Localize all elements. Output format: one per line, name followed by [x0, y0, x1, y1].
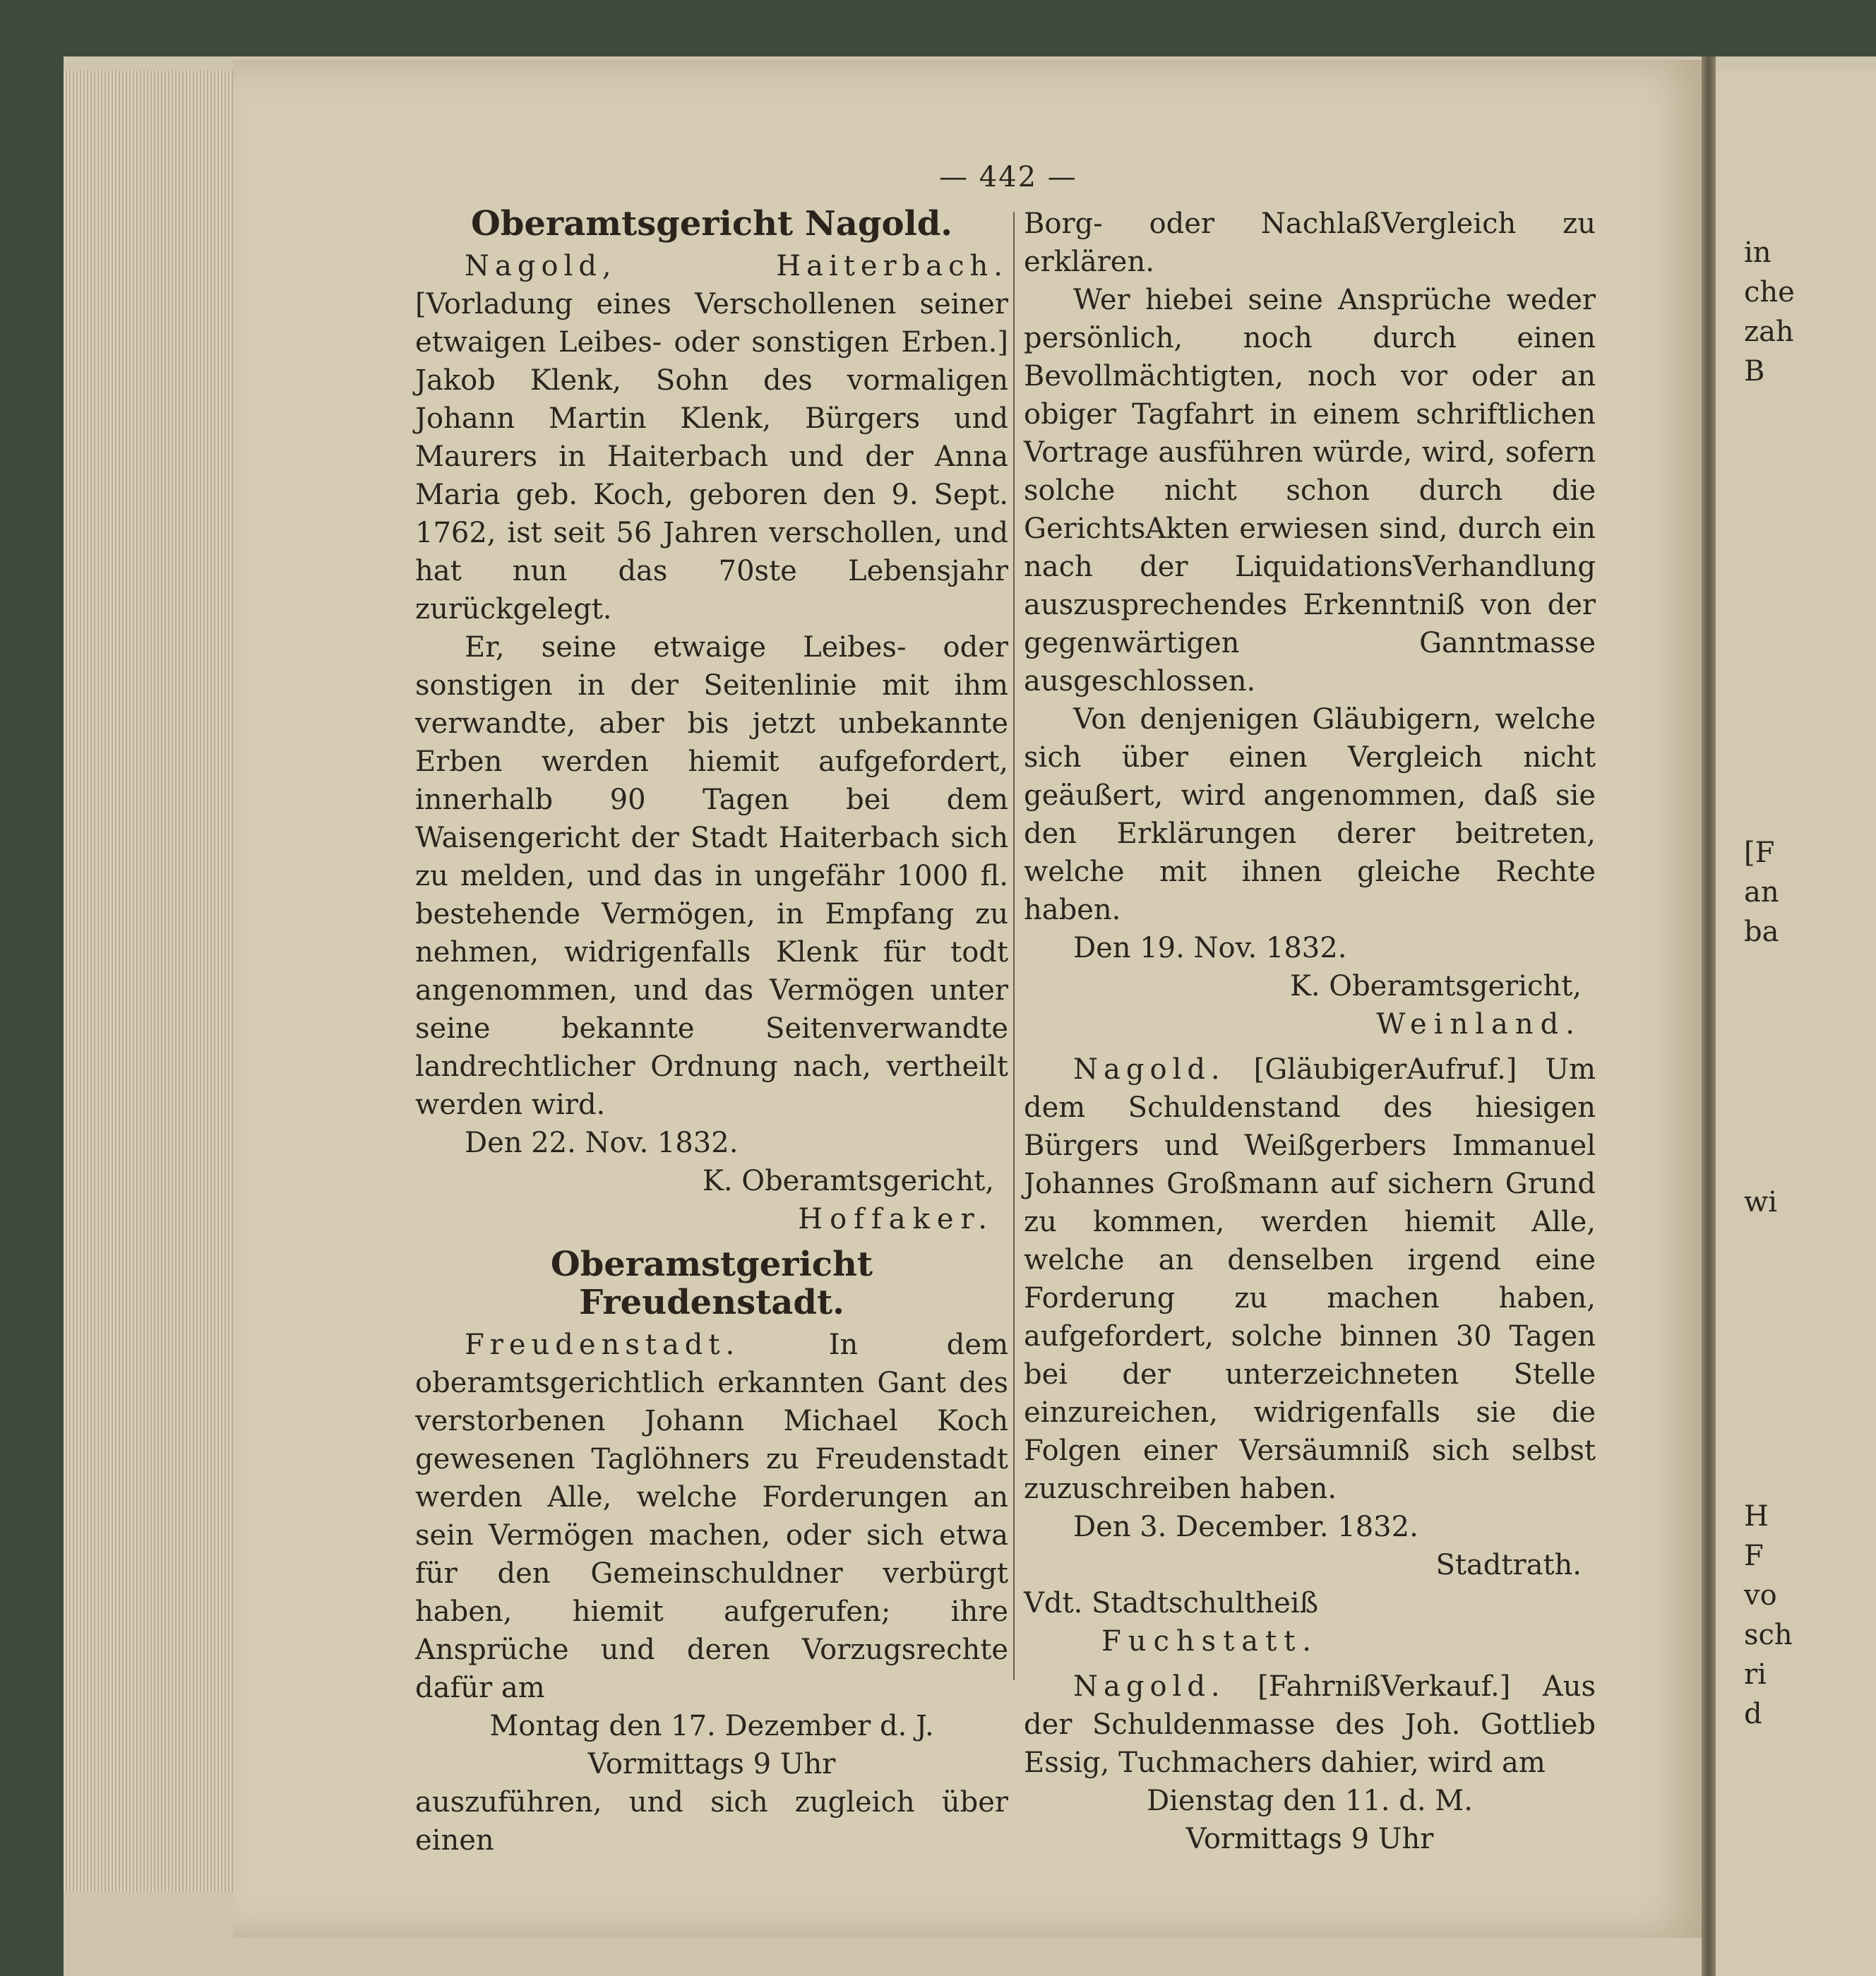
continued-paragraph: Von denjenigen Gläubigern, welche sich über einen Vergleich nicht geäußert, wird angenommen, daß sie den Erklärungen derer beitreten, welche mit ihnen gleiche Rechte haben.: [1024, 703, 1596, 926]
continued-paragraph: Wer hiebei seine Ansprüche weder persönlich, noch durch einen Bevollmächtigten, noch vor oder an obiger Tagfahrt in einem schriftlichen Vortrage ausführen würde, wird, sofern solche nicht schon durch die GerichtsAkten erwiesen sind, durch ein nach der LiquidationsVerhandlung auszusprechendes Erkenntniß von der gegenwärtigen Ganntmasse ausgeschlossen.: [1024, 284, 1596, 697]
fragment-bottom: H F vo sch ri d: [1744, 1500, 1793, 1730]
notice-time: Vormittags 9 Uhr: [587, 1748, 836, 1780]
notice-text: [FahrnißVerkauf.] Aus der Schuldenmasse des Joh. Gottlieb Essig, Tuchmachers dahier, wird am: [1024, 1670, 1596, 1779]
notice-time: Vormittags 9 Uhr: [1185, 1823, 1434, 1855]
notice-glaeubiger-aufruf: [1024, 1050, 1596, 1508]
page-edges: [64, 71, 234, 1892]
section-heading-freudenstadt: Oberamstgericht Freudenstadt.: [550, 1245, 873, 1322]
continued-text: Borg- oder NachlaßVergleich zu erklären.: [1024, 208, 1596, 278]
notice-authority: K. Oberamtsgericht,: [702, 1165, 994, 1197]
column-rule: [1013, 212, 1015, 1680]
notice-authority: Stadtrath.: [1435, 1549, 1582, 1581]
notice-authority: K. Oberamtsgericht,: [1289, 970, 1582, 1002]
notice-place: Freudenstadt.: [465, 1329, 741, 1361]
notice-place: Nagold.: [1073, 1053, 1226, 1086]
notice-text-continued: Er, seine etwaige Leibes- oder sonstigen in der Seitenlinie mit ihm verwandte, aber bis jetzt unbekannte Erben werden hiemit aufgefordert, innerhalb 90 Tagen bei dem Waisengericht der Stadt Haiterbach sich zu melden, und das in ungefähr 1000 fl. bestehende Vermögen, in Empfang zu nehmen, widrigenfalls Klenk für todt angenommen, und das Vermögen unter seine bekannte Seitenverwandte landrechtlicher Ordnung nach, vertheilt werden wird.: [415, 631, 1008, 1121]
book-gutter: [1702, 56, 1716, 1976]
notice-fahrniss-verkauf: [1024, 1667, 1596, 1782]
notice-date: Den 22. Nov. 1832.: [465, 1127, 739, 1159]
notice-day: Montag den 17. Dezember d. J.: [489, 1710, 934, 1742]
notice-date: Den 19. Nov. 1832.: [1073, 932, 1347, 964]
notice-day: Dienstag den 11. d. M.: [1147, 1785, 1473, 1817]
fragment-mid: [F an ba: [1744, 837, 1779, 948]
notice-vdt: Vdt. Stadtschultheiß: [1024, 1587, 1319, 1619]
left-column: [415, 205, 1008, 1860]
notice-place: Nagold, Haiterbach.: [465, 250, 1008, 282]
notice-signer: Weinland.: [1376, 1008, 1582, 1041]
notice-text: [Vorladung eines Verschollenen seiner etwaigen Leibes- oder sonstigen Erben.] Jakob Klenk, Sohn des vormaligen Johann Martin Klenk, Bürgers und Maurers in Haiterbach und der Anna Maria geb. Koch, geboren den 9. Sept. 1762, ist seit 56 Jahren verschollen, und hat nun das 70ste Lebensjahr zurückgelegt.: [415, 288, 1008, 625]
notice-signer: Fuchstatt.: [1101, 1625, 1318, 1658]
notice-text: [GläubigerAufruf.] Um dem Schuldenstand des hiesigen Bürgers und Weißgerbers Immanuel Johannes Großmann auf sichern Grund zu kommen, werden hiemit Alle, welche an denselben irgend eine Forderung zu machen haben, aufgefordert, solche binnen 30 Tagen bei der unterzeichneten Stelle einzureichen, widrigenfalls sie die Folgen einer Versäumniß sich selbst zuzuschreiben haben.: [1024, 1053, 1596, 1505]
notice-text: In dem oberamtsgerichtlich erkannten Gant des verstorbenen Johann Michael Koch gewesenen Taglöhners zu Freudenstadt werden Alle, welche Forderungen an sein Vermögen machen, oder sich etwa für den Gemeinschuldner verbürgt haben, hiemit aufgerufen; ihre Ansprüche und deren Vorzugsrechte dafür am: [415, 1329, 1008, 1704]
right-column: [1024, 205, 1596, 1858]
notice-haiterbach: [415, 247, 1008, 628]
right-page-fragment: [1716, 71, 1876, 1976]
page-number: — 442 —: [939, 161, 1077, 193]
fragment-mid2: wi: [1744, 1186, 1778, 1218]
section-heading-nagold: Oberamtsgericht Nagold.: [471, 204, 952, 244]
notice-date: Den 3. December. 1832.: [1073, 1511, 1418, 1543]
notice-freudenstadt: [415, 1326, 1008, 1707]
notice-tail: auszuführen, und sich zugleich über einen: [415, 1786, 1008, 1857]
notice-place: Nagold.: [1073, 1670, 1226, 1703]
fragment-top: in che zah B: [1744, 236, 1795, 388]
notice-signer: Hoffaker.: [798, 1203, 994, 1235]
